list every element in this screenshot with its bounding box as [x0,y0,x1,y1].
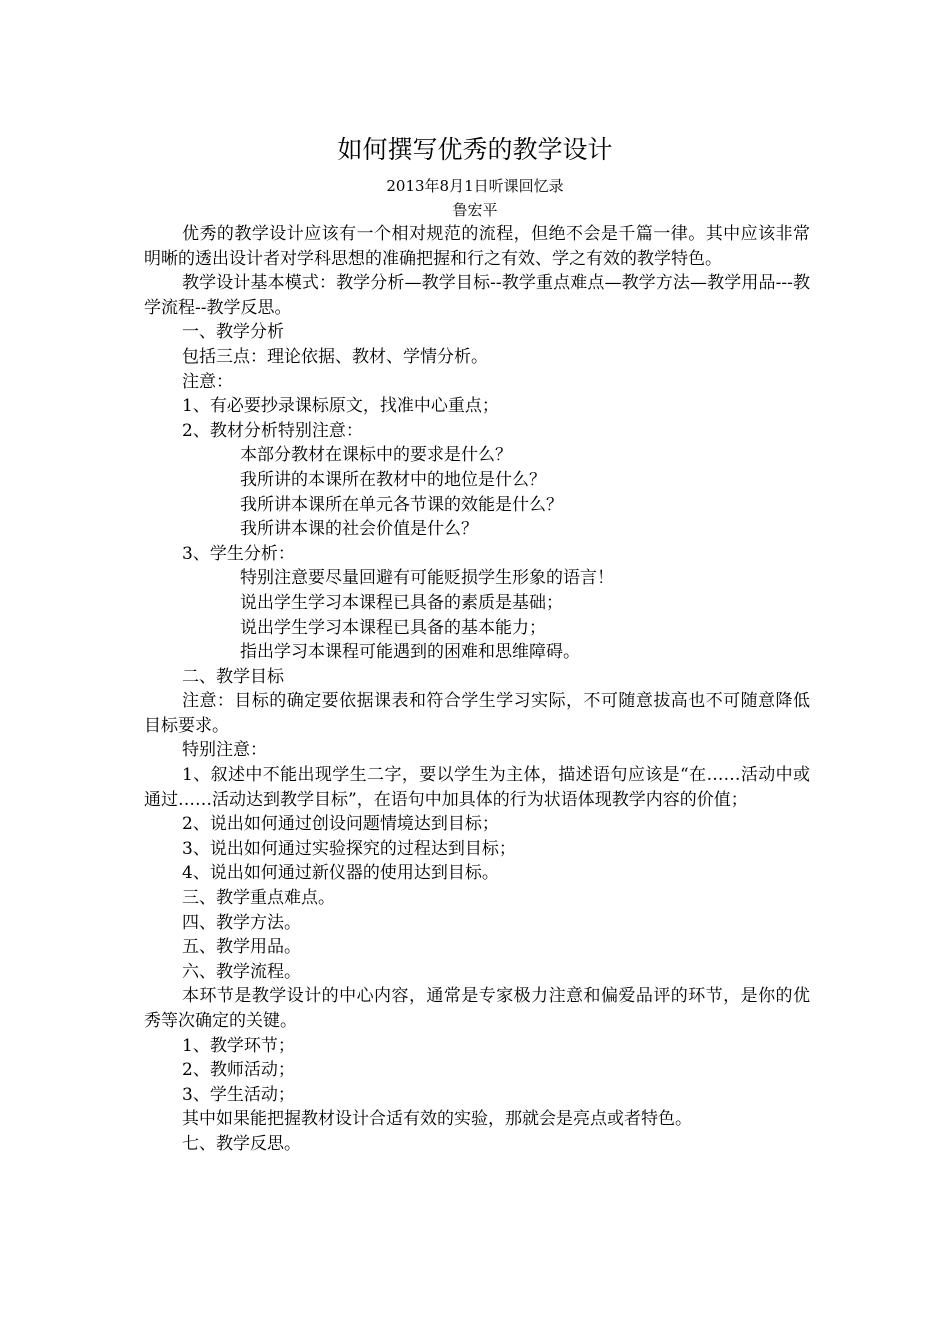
section-heading: 四、教学方法。 [182,912,301,933]
sub-list-item: 说出学生学习本课程已具备的基本能力； [240,617,546,638]
list-item: 4、说出如何通过新仪器的使用达到目标。 [182,863,499,884]
author-line: 鲁宏平 [452,201,498,219]
sub-list-item: 我所讲本课的社会价值是什么？ [240,519,478,540]
body-paragraph: 注意： [182,371,233,392]
list-item: 2、教材分析特别注意： [182,420,363,441]
section-heading: 二、教学目标 [182,666,284,687]
sub-list-item: 本部分教材在课标中的要求是什么？ [240,445,512,466]
list-item: 1、叙述中不能出现学生二字，要以学生为主体，描述语句应该是“在……活动中或通过……活动达到教学目标”，在语句中加具体的行为状语体现教学内容的价值； [144,765,810,810]
list-item: 2、说出如何通过创设问题情境达到目标； [182,814,499,835]
list-item: 3、学生分析： [182,543,295,564]
list-item: 3、学生活动； [182,1084,295,1105]
list-item: 1、有必要抄录课标原文，找准中心重点； [182,396,499,417]
body-paragraph: 特别注意： [182,740,267,761]
section-heading: 一、教学分析 [182,322,284,343]
sub-list-item: 特别注意要尽量回避有可能贬损学生形象的语言！ [240,568,614,589]
body-paragraph: 注意：目标的确定要依据课表和符合学生学习实际，不可随意拔高也不可随意降低目标要求。 [144,691,810,736]
list-item: 3、说出如何通过实验探究的过程达到目标； [182,838,516,859]
section-heading: 七、教学反思。 [182,1133,301,1154]
section-heading: 六、教学流程。 [182,961,301,982]
date-line: 2013年8月1日听课回忆录 [386,177,564,195]
basic-model-paragraph: 教学设计基本模式：教学分析—教学目标--教学重点难点—教学方法—教学用品---教学流程--教学反思。 [144,273,810,318]
intro-paragraph: 优秀的教学设计应该有一个相对规范的流程，但绝不会是千篇一律。其中应该非常明晰的透出设计者对学科思想的准确把握和行之有效、学之有效的教学特色。 [144,224,810,269]
sub-list-item: 说出学生学习本课程已具备的素质是基础； [240,592,563,613]
body-paragraph: 包括三点：理论依据、教材、学情分析。 [182,346,488,367]
body-paragraph: 本环节是教学设计的中心内容，通常是专家极力注意和偏爱品评的环节，是你的优秀等次确定的关键。 [144,986,810,1031]
body-paragraph: 其中如果能把握教材设计合适有效的实验，那就会是亮点或者特色。 [182,1109,692,1130]
list-item: 2、教师活动； [182,1060,295,1081]
document-title: 如何撰写优秀的教学设计 [337,135,613,164]
sub-list-item: 我所讲本课所在单元各节课的效能是什么？ [240,494,563,515]
section-heading: 五、教学用品。 [182,937,301,958]
sub-list-item: 我所讲的本课所在教材中的地位是什么？ [240,469,546,490]
document-body [144,222,810,1157]
sub-list-item: 指出学习本课程可能遇到的困难和思维障碍。 [240,642,580,663]
section-heading: 三、教学重点难点。 [182,888,335,909]
list-item: 1、教学环节； [182,1035,295,1056]
